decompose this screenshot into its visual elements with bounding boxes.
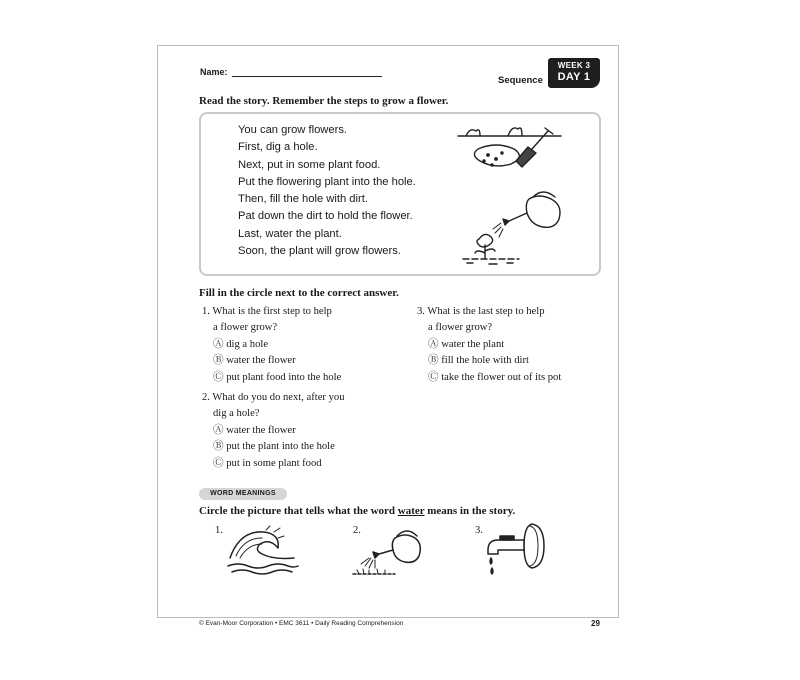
instruction-text: Circle the picture that tells what the word xyxy=(199,505,398,517)
page-number: 29 xyxy=(591,619,600,628)
watering-can-illustration xyxy=(459,189,569,269)
story-line: Last, water the plant. xyxy=(238,227,342,240)
week-day-badge xyxy=(548,58,600,88)
story-box xyxy=(199,112,601,276)
answer-option[interactable]: Ⓒ put plant food into the hole xyxy=(213,371,342,383)
copyright-footer: © Evan-Moor Corporation • EMC 3611 • Daily Reading Comprehension xyxy=(199,620,404,627)
choice-number: 1. xyxy=(215,525,223,536)
word-meanings-instruction xyxy=(199,505,515,517)
story-line: Soon, the plant will grow flowers. xyxy=(238,245,401,258)
story-line: Put the flowering plant into the hole. xyxy=(238,175,416,188)
story-line: You can grow flowers. xyxy=(238,124,348,136)
question-3 xyxy=(417,304,561,386)
answer-option[interactable]: Ⓒ take the flower out of its pot xyxy=(428,371,562,383)
answer-option[interactable]: Ⓑ fill the hole with dirt xyxy=(428,355,529,367)
story-line: Then, fill the hole with dirt. xyxy=(238,193,368,206)
name-field-line[interactable] xyxy=(232,76,382,77)
day-label: DAY 1 xyxy=(557,71,591,83)
instruction-text: means in the story. xyxy=(424,505,516,517)
question-stem: a flower grow? xyxy=(428,322,493,334)
question-stem: 3. What is the last step to help xyxy=(417,306,545,317)
digging-illustration xyxy=(456,119,566,174)
answer-option[interactable]: Ⓑ put the plant into the hole xyxy=(213,441,335,453)
worksheet-page xyxy=(157,45,619,628)
question-2 xyxy=(202,390,345,472)
answer-option[interactable]: Ⓐ water the plant xyxy=(428,338,505,350)
week-label: WEEK 3 xyxy=(557,61,591,70)
question-stem: 2. What do you do next, after you xyxy=(202,392,345,403)
choice-number: 2. xyxy=(353,525,361,536)
word-meanings-label: WORD MEANINGS xyxy=(199,488,287,500)
question-stem: 1. What is the first step to help xyxy=(202,306,332,317)
wave-picture[interactable] xyxy=(226,524,298,576)
answer-option[interactable]: Ⓐ dig a hole xyxy=(213,338,269,350)
story-instruction: Read the story. Remember the steps to grow a flower. xyxy=(199,95,449,107)
answer-option[interactable]: Ⓒ put in some plant food xyxy=(213,457,322,469)
question-1 xyxy=(202,304,341,386)
question-stem: dig a hole? xyxy=(213,408,260,420)
underlined-word: water xyxy=(397,505,425,517)
name-label: Name: xyxy=(200,67,228,77)
answer-option[interactable]: Ⓐ water the flower xyxy=(213,424,296,436)
story-line: First, dig a hole. xyxy=(238,141,318,154)
question-stem: a flower grow? xyxy=(213,322,278,334)
skill-label: Sequence xyxy=(498,75,543,86)
story-line: Next, put in some plant food. xyxy=(238,158,381,171)
story-text xyxy=(238,122,416,260)
watering-can-picture[interactable] xyxy=(351,522,423,578)
choice-number: 3. xyxy=(475,525,483,536)
questions-instruction: Fill in the circle next to the correct answer. xyxy=(199,287,399,299)
faucet-picture[interactable] xyxy=(480,520,550,580)
answer-option[interactable]: Ⓑ water the flower xyxy=(213,355,296,367)
story-line: Pat down the dirt to hold the flower. xyxy=(238,210,413,223)
